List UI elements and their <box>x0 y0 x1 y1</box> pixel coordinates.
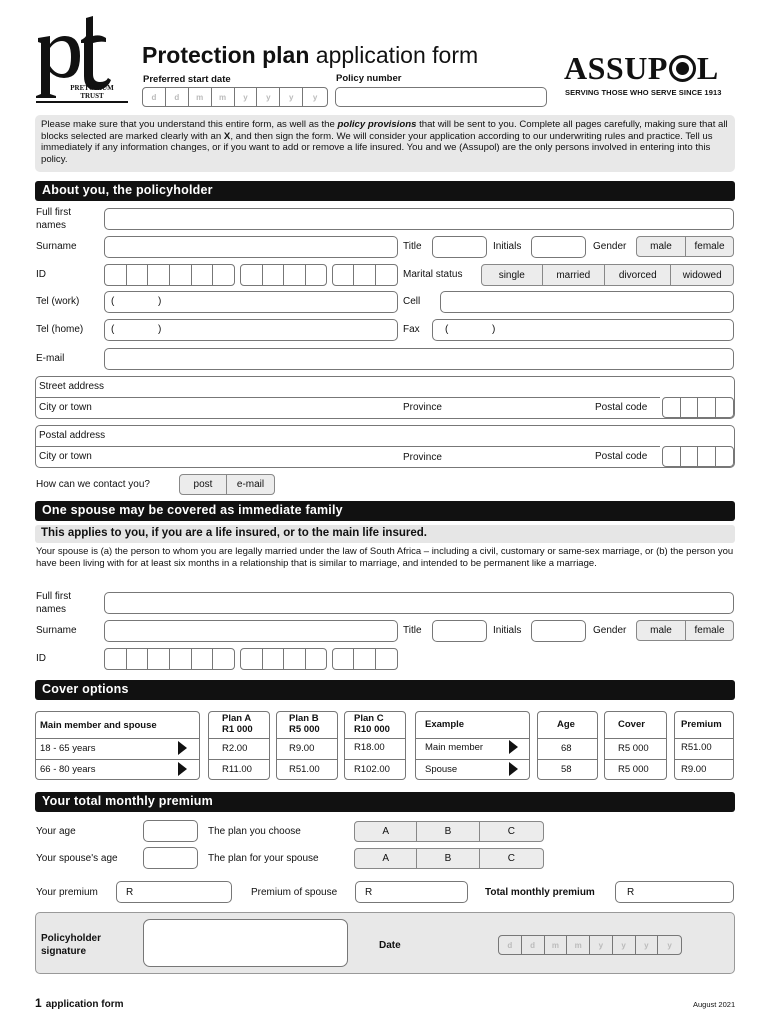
full-first-names-input[interactable] <box>104 208 734 230</box>
date-cell[interactable]: y <box>235 88 258 106</box>
example-cover-2: R5 000 <box>618 764 649 775</box>
surname-input[interactable] <box>104 236 398 258</box>
title-light: application form <box>309 42 479 68</box>
marital-status-selector[interactable] <box>481 264 734 286</box>
id-input[interactable] <box>104 264 235 286</box>
brand-o-icon <box>669 55 696 82</box>
province-label: Province <box>403 402 442 413</box>
plan-b-name: Plan B <box>289 713 319 724</box>
brand-tagline: SERVING THOSE WHO SERVE SINCE 1913 <box>565 88 722 97</box>
spouse-age-input[interactable] <box>143 847 198 869</box>
footer-date: August 2021 <box>693 1000 736 1009</box>
arrow-right-icon <box>509 762 518 776</box>
plan-b-premium-2: R51.00 <box>289 764 320 775</box>
tel-home-input[interactable] <box>104 319 398 341</box>
marital-status-label: Marital status <box>403 269 463 280</box>
date-cell[interactable]: y <box>636 936 659 954</box>
spouse-id-input-end[interactable] <box>332 648 398 670</box>
date-cell[interactable]: y <box>590 936 613 954</box>
title-bold: Protection plan <box>142 42 310 68</box>
currency-symbol: R <box>365 887 373 898</box>
marital-married-option[interactable]: married <box>543 265 606 285</box>
gender-male-option[interactable]: male <box>637 237 686 256</box>
pretorium-trust-logo <box>36 16 128 106</box>
date-cell[interactable]: y <box>280 88 303 106</box>
example-header: Example <box>425 719 465 730</box>
premium-of-spouse-input[interactable] <box>355 881 468 903</box>
surname-label: Surname <box>36 241 77 252</box>
spouse-plan-b-option[interactable]: B <box>417 849 479 868</box>
currency-symbol: R <box>126 887 134 898</box>
postal-postal-code-label: Postal code <box>595 451 648 462</box>
intro-x-mark: X <box>223 130 231 142</box>
example-cover-header: Cover <box>618 719 645 730</box>
page-footer <box>35 996 123 1010</box>
plan-a-premium-1: R2.00 <box>222 743 248 754</box>
postal-code-label: Postal code <box>595 402 648 413</box>
plan-a-premium-2: R11.00 <box>222 764 252 775</box>
date-label: Date <box>379 940 401 951</box>
area-code-open: ( <box>111 296 115 307</box>
arrow-right-icon <box>178 741 187 755</box>
signature-input[interactable] <box>143 919 348 967</box>
signature-label <box>41 932 101 958</box>
postal-city-label: City or town <box>39 451 92 462</box>
your-premium-label: Your premium <box>36 887 98 898</box>
spouse-gender-male-option[interactable]: male <box>637 621 686 640</box>
your-age-input[interactable] <box>143 820 198 842</box>
email-label: E-mail <box>36 353 65 364</box>
contact-method-selector[interactable] <box>179 474 275 495</box>
cover-options-heading: Cover options <box>35 680 735 700</box>
spouse-full-first-names-input[interactable] <box>104 592 734 614</box>
contact-method-label: How can we contact you? <box>36 479 150 490</box>
area-code-close: ) <box>492 324 496 335</box>
spouse-id-input-mid[interactable] <box>240 648 327 670</box>
spouse-full-first-names-label: Full first names <box>36 591 71 615</box>
street-address-label: Street address <box>39 381 105 392</box>
contact-post-option[interactable]: post <box>180 475 227 494</box>
plan-b-amount: R5 000 <box>289 724 320 735</box>
date-cell[interactable]: d <box>499 936 522 954</box>
brand-text-end: L <box>696 50 719 86</box>
spouse-gender-label: Gender <box>593 625 627 636</box>
area-code-close: ) <box>158 324 162 335</box>
total-premium-input[interactable] <box>615 881 734 903</box>
page-label: application form <box>45 999 124 1010</box>
plan-b-option[interactable]: B <box>417 822 479 841</box>
id-input-mid[interactable] <box>240 264 327 286</box>
spouse-subheading: This applies to you, if you are a life insured, or to the main life insured. <box>35 525 735 543</box>
monthly-premium-heading: Your total monthly premium <box>35 792 735 812</box>
plan-b-premium-1: R9.00 <box>289 743 315 754</box>
example-premium-1: R51.00 <box>681 742 712 753</box>
area-code-open: ( <box>445 324 449 335</box>
spouse-title-label: Title <box>403 625 422 636</box>
gender-female-option[interactable]: female <box>694 241 725 252</box>
example-spouse: Spouse <box>425 764 458 775</box>
tel-work-input[interactable] <box>104 291 398 313</box>
plan-a-option[interactable]: A <box>355 822 417 841</box>
spouse-plan-a-option[interactable]: A <box>355 849 417 868</box>
gender-selector[interactable] <box>636 236 734 257</box>
plan-a-amount: R1 000 <box>222 724 253 735</box>
spouse-plan-c-option[interactable]: C <box>507 853 515 864</box>
policyholder-heading: About you, the policyholder <box>35 181 735 201</box>
plan-choice-selector[interactable] <box>354 821 544 842</box>
intro-text-2: that will be sent to you. Complete all pages carefully, making sure that all blocks selected are marked clearly with an <box>41 119 728 142</box>
date-cell[interactable]: d <box>522 936 545 954</box>
date-cell[interactable]: y <box>613 936 636 954</box>
id-label: ID <box>36 269 46 280</box>
plan-c-premium-1: R18.00 <box>354 742 385 753</box>
cell-label: Cell <box>403 296 421 307</box>
example-main-member: Main member <box>425 742 484 753</box>
spouse-age-label: Your spouse's age <box>36 853 118 864</box>
area-code-open: ( <box>111 324 115 335</box>
currency-symbol: R <box>627 887 635 898</box>
tel-home-label: Tel (home) <box>36 324 84 335</box>
intro-policy-provisions: policy provisions <box>337 119 417 130</box>
date-cell[interactable]: y <box>257 88 280 106</box>
title-input[interactable] <box>432 236 487 258</box>
postal-province-label: Province <box>403 452 442 463</box>
id-input-end[interactable] <box>332 264 398 286</box>
plan-you-choose-label: The plan you choose <box>208 826 301 837</box>
cell-input[interactable] <box>440 291 734 313</box>
logo-subtitle <box>61 84 123 100</box>
intro-notice <box>35 115 735 172</box>
marital-widowed-option[interactable]: widowed <box>682 269 722 281</box>
spouse-heading: One spouse may be covered as immediate family <box>35 501 735 521</box>
logo-sub-line2: TRUST <box>80 92 104 100</box>
spouse-definition: Your spouse is (a) the person to whom you are legally married under the law of South Africa – including a civil, customary or same-sex marriage, or (b) the person you have been living with for at least six months in a relationship that is similar to marriage, and intended to be permanent like a marriage. <box>36 546 734 569</box>
title-label: Title <box>403 241 422 252</box>
full-first-names-label: Full first names <box>36 207 71 231</box>
form-title <box>142 42 478 69</box>
brand-text: ASSUP <box>564 50 668 86</box>
postal-postal-code-input[interactable] <box>662 446 734 467</box>
intro-text-3: , and then sign the form. We will consider your application according to our underwriting rules and practice. Tell us immediately if any information changes, or if you want to add or remove a life insured. You and we (Assupol) are the only persons involved in entering into this policy. <box>41 130 713 165</box>
signature-date-field[interactable] <box>498 935 682 955</box>
date-cell[interactable]: m <box>212 88 235 106</box>
signature-label-line2: signature <box>41 946 87 957</box>
intro-text-1: Please make sure that you understand this entire form, as well as the <box>41 119 338 130</box>
spouse-initials-label: Initials <box>493 625 522 636</box>
example-cover-1: R5 000 <box>618 743 649 754</box>
fax-label: Fax <box>403 324 420 335</box>
premium-of-spouse-label: Premium of spouse <box>251 887 338 898</box>
plan-spouse-label: The plan for your spouse <box>208 853 319 864</box>
area-code-close: ) <box>158 296 162 307</box>
total-premium-label: Total monthly premium <box>485 887 595 898</box>
date-cell[interactable]: d <box>143 88 166 106</box>
spouse-surname-input[interactable] <box>104 620 398 642</box>
assupol-logo <box>564 50 719 87</box>
spouse-surname-label: Surname <box>36 625 77 636</box>
initials-input[interactable] <box>531 236 586 258</box>
date-cell[interactable]: y <box>667 940 672 950</box>
date-cell[interactable]: m <box>545 936 568 954</box>
spouse-gender-female-option[interactable]: female <box>694 625 725 636</box>
spouse-plan-selector[interactable] <box>354 848 544 869</box>
spouse-id-label: ID <box>36 653 46 664</box>
plan-c-option[interactable]: C <box>507 826 515 837</box>
logo-sub-line1: PRETORIUM <box>70 84 114 92</box>
page-number: 1 <box>35 996 42 1010</box>
arrow-right-icon <box>178 762 187 776</box>
plan-c-amount: R10 000 <box>354 724 390 735</box>
start-date-field[interactable] <box>142 87 328 107</box>
spouse-title-input[interactable] <box>432 620 487 642</box>
gender-label: Gender <box>593 241 627 252</box>
example-premium-2: R9.00 <box>681 764 707 775</box>
tel-work-label: Tel (work) <box>36 296 80 307</box>
date-cell[interactable]: d <box>166 88 189 106</box>
example-age-2: 58 <box>561 764 572 775</box>
city-or-town-label: City or town <box>39 402 92 413</box>
contact-email-option[interactable]: e-mail <box>236 479 265 490</box>
plan-a-name: Plan A <box>222 713 252 724</box>
spouse-gender-selector[interactable] <box>636 620 734 641</box>
date-cell[interactable]: m <box>189 88 212 106</box>
arrow-right-icon <box>509 740 518 754</box>
start-date-label: Preferred start date <box>143 74 231 85</box>
your-premium-input[interactable] <box>116 881 232 903</box>
spouse-initials-input[interactable] <box>531 620 586 642</box>
postal-address-label: Postal address <box>39 430 106 441</box>
email-input[interactable] <box>104 348 734 370</box>
policy-number-input[interactable] <box>335 87 547 107</box>
date-cell[interactable]: y <box>312 92 318 102</box>
plan-c-name: Plan C <box>354 713 384 724</box>
street-postal-code-input[interactable] <box>662 397 734 418</box>
age-band-1: 18 - 65 years <box>40 743 96 754</box>
marital-divorced-option[interactable]: divorced <box>605 265 671 285</box>
marital-single-option[interactable]: single <box>482 265 543 285</box>
your-age-label: Your age <box>36 826 76 837</box>
spouse-id-input[interactable] <box>104 648 235 670</box>
example-premium-header: Premium <box>681 719 722 730</box>
initials-label: Initials <box>493 241 522 252</box>
signature-label-line1: Policyholder <box>41 933 102 944</box>
date-cell[interactable]: m <box>567 936 590 954</box>
age-band-2: 66 - 80 years <box>40 764 96 775</box>
policy-number-label: Policy number <box>336 73 402 84</box>
fax-input[interactable] <box>432 319 734 341</box>
main-member-header: Main member and spouse <box>40 720 157 731</box>
example-age-header: Age <box>557 719 575 730</box>
plan-c-premium-2: R102.00 <box>354 764 390 775</box>
example-age-1: 68 <box>561 743 572 754</box>
